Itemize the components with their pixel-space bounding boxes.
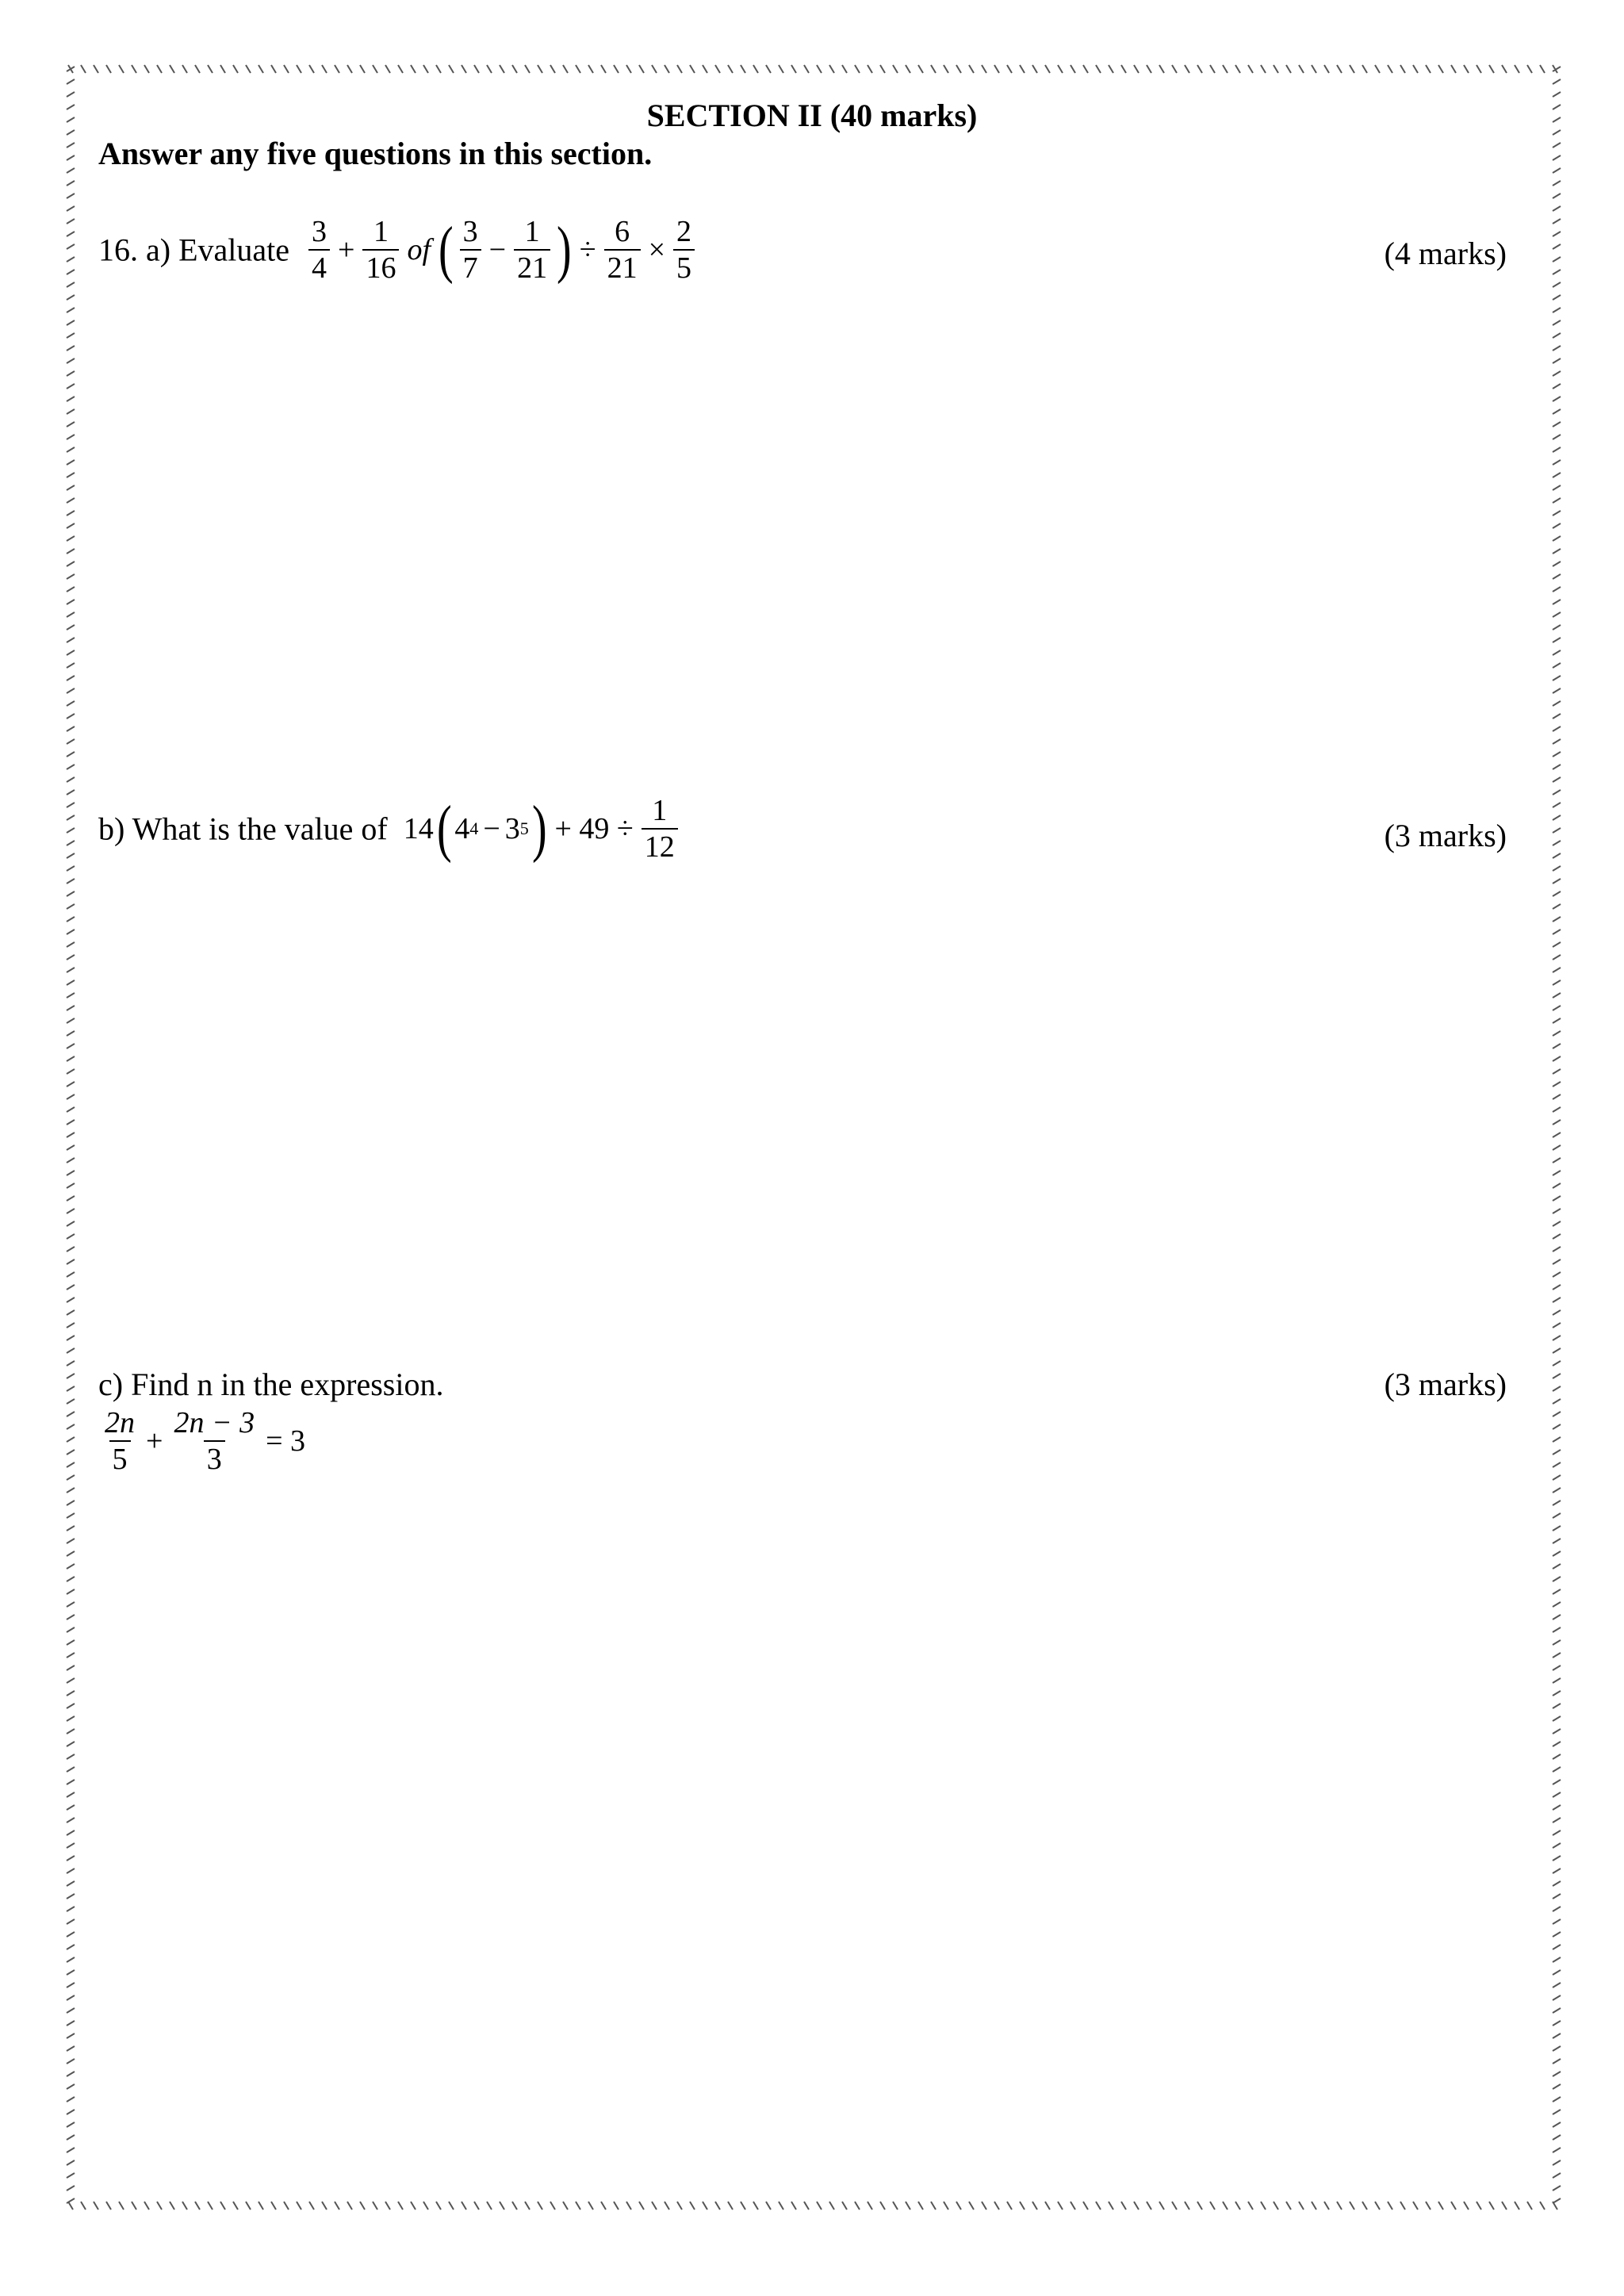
- question-16b-expression: 14 ( 4 4 − 3 5 ) + 49 ÷ $\frac{1}{12}$: [404, 793, 681, 864]
- fraction: $\frac{6}{21}$: [604, 214, 641, 286]
- fraction: $\frac{3}{7}$: [460, 214, 481, 286]
- question-16b-label: b) What is the value of: [98, 811, 388, 847]
- border-hatch-marks: [67, 65, 1561, 2210]
- question-16b: [98, 793, 681, 864]
- fraction: $\frac{3}{4}$: [308, 214, 330, 286]
- question-16a-marks: (4 marks): [1384, 236, 1507, 271]
- fraction: $\frac{2}{5}$: [673, 214, 695, 286]
- hatched-border: [65, 63, 1562, 2211]
- section-title: SECTION II (40 marks): [646, 98, 978, 133]
- question-16c-label: c) Find n in the expression.: [98, 1366, 444, 1402]
- question-16c-expression: $\frac{2n}{5}$ + $\frac{2n - 3}{3}$ = 3: [98, 1405, 310, 1477]
- question-16c-marks: (3 marks): [1384, 1366, 1507, 1402]
- question-16a-expression: $\frac{3}{4}$ + $\frac{1}{16}$ of ( $\frac{3}{7}$ − $\frac{1}{21}$ ) ÷ $\frac{6}{21}$ × $\frac{2}{5}$: [305, 214, 698, 286]
- page-border: [65, 63, 1562, 2211]
- fraction: $\frac{2n}{5}$: [105, 1406, 135, 1476]
- fraction: $\frac{1}{16}$: [362, 214, 399, 286]
- question-16b-marks: (3 marks): [1384, 818, 1507, 853]
- question-16a: [98, 214, 698, 286]
- fraction: $\frac{1}{12}$: [642, 793, 678, 864]
- section-instruction: Answer any five questions in this section.: [98, 136, 653, 171]
- fraction: $\frac{1}{21}$: [514, 214, 550, 286]
- question-16a-label: 16. a) Evaluate: [98, 232, 289, 268]
- fraction: $\frac{2n - 3}{3}$: [174, 1406, 255, 1476]
